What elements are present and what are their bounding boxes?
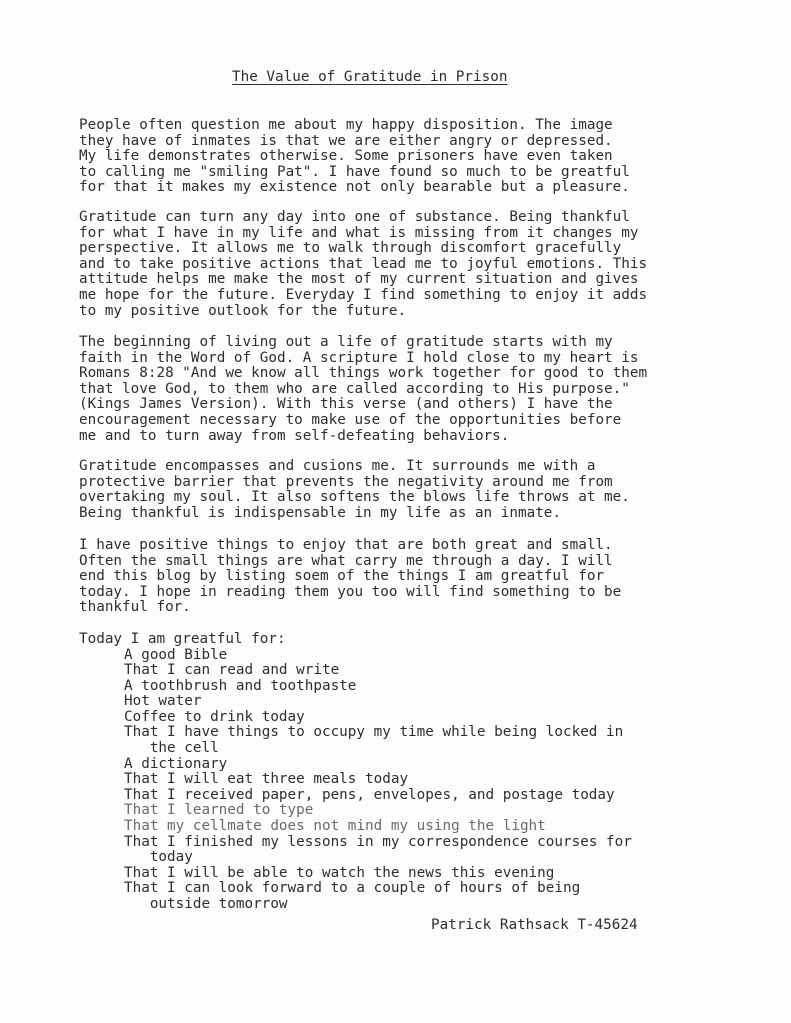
- list-item: That I will eat three meals today: [124, 771, 409, 788]
- list-item: A dictionary: [124, 755, 228, 772]
- list-item: That I will be able to watch the news this evening: [124, 864, 555, 881]
- list-item: That I have things to occupy my time while being locked in the cell: [124, 724, 624, 757]
- paragraph-happy-disposition: People often question me about my happy disposition. The image they have of inmates is that we are either angry or depressed. My life demonstrates otherwise. Some prisoners have even taken to calling me "smiling Pat". I have found so much to be greatful for that it makes my existence not only bearable but a pleasure.: [79, 117, 630, 196]
- list-item: A toothbrush and toothpaste: [124, 677, 357, 694]
- list-item: A good Bible: [124, 646, 228, 663]
- document-title: The Value of Gratitude in Prison: [232, 69, 508, 85]
- author-signature: Patrick Rathsack T-45624: [431, 917, 638, 933]
- paragraph-faith-scripture: The beginning of living out a life of gratitude starts with my faith in the Word of God. A scripture I hold close to my heart is Romans 8:28 "And we know all things work together for good to them that love God, to them who are called according to His purpose." (Kings James Version). With this verse (and others) I have the encouragement necessary to make use of the opportunities before me and to turn away from self-defeating behaviors.: [79, 334, 648, 444]
- list-item: That I received paper, pens, envelopes, and postage today: [124, 786, 615, 803]
- list-item: That my cellmate does not mind my using the light: [124, 818, 546, 835]
- list-item: That I learned to type: [124, 802, 314, 819]
- list-item: Coffee to drink today: [124, 708, 305, 725]
- list-item: Hot water: [124, 693, 202, 710]
- list-item: That I can look forward to a couple of hours of being outside tomorrow: [124, 880, 581, 912]
- gratitude-list: [124, 648, 632, 913]
- gratitude-list-intro: Today I am greatful for:: [79, 631, 286, 647]
- paragraph-great-and-small: I have positive things to enjoy that are both great and small. Often the small things are what carry me through a day. I will end this blog by listing soem of the things I am greatful for today. I hope in reading them you too will find something to be thankful for.: [79, 537, 622, 616]
- list-item: That I can read and write: [124, 662, 340, 679]
- paragraph-protective-barrier: Gratitude encompasses and cusions me. It surrounds me with a protective barrier that prevents the negativity around me from overtaking my soul. It also softens the blows life throws at me. Being thankful is indispensable in my life as an inmate.: [79, 458, 630, 521]
- list-item: That I finished my lessons in my correspondence courses for today: [124, 833, 632, 866]
- paragraph-gratitude-substance: Gratitude can turn any day into one of substance. Being thankful for what I have in my life and what is missing from it changes my perspective. It allows me to walk through discomfort gracefully and to take positive actions that lead me to joyful emotions. This attitude helps me make the most of my current situation and gives me hope for the future. Everyday I find something to enjoy it adds to my positive outlook for the future.: [79, 209, 648, 319]
